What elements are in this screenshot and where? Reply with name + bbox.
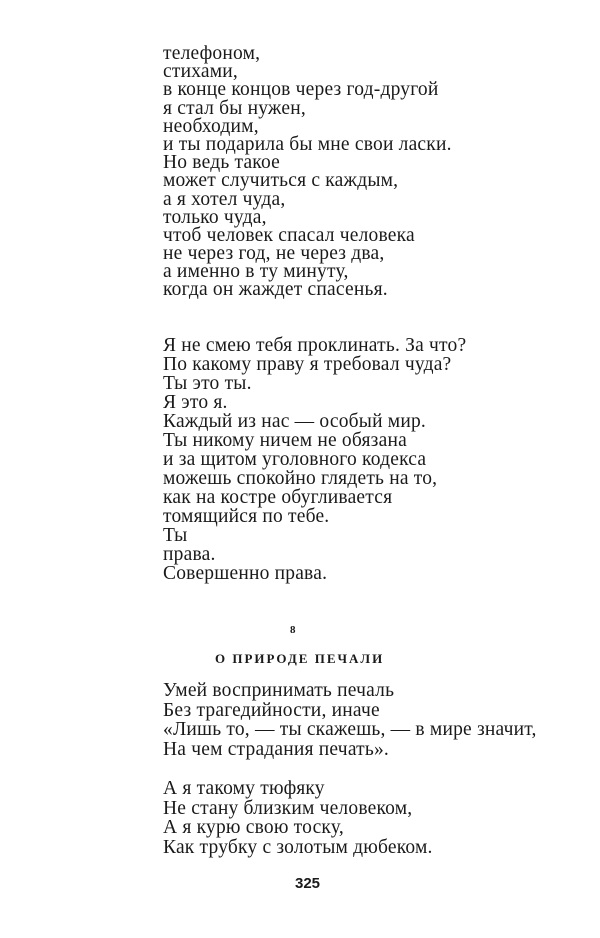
verse-line: Но ведь такое (163, 152, 281, 174)
verse-line: в конце концов через год-другой (163, 79, 439, 101)
verse-line: я стал бы нужен, (163, 97, 306, 119)
verse-line: Каждый из нас — особый мир. (163, 411, 426, 432)
verse-line: когда он жаждет спасенья. (163, 279, 388, 301)
page-number: 325 (295, 875, 321, 892)
verse-line: «Лишь то, — ты скажешь, — в мире значит, (163, 719, 537, 741)
section-number: 8 (290, 624, 296, 636)
stanza-2 (163, 336, 466, 583)
verse-line: необходим, (163, 115, 259, 137)
verse-line: томящийся по тебе. (163, 506, 330, 527)
verse-line: По какому праву я требовал чуда? (163, 354, 452, 375)
verse-line: права. (163, 544, 216, 565)
verse-line: На чем страдания печать». (163, 739, 390, 761)
verse-line: А я курю свою тоску, (163, 817, 344, 839)
stanza-3 (163, 681, 537, 760)
verse-line: стихами, (163, 61, 239, 83)
verse-line: может случиться с каждым, (163, 170, 399, 192)
poem-title: О ПРИРОДЕ ПЕЧАЛИ (215, 651, 385, 666)
verse-line: Ты (163, 525, 188, 546)
verse-line: Не стану близким человеком, (163, 797, 413, 819)
verse-line: только чуда, (163, 206, 267, 228)
verse-line: чтоб человек спасал человека (163, 224, 415, 246)
verse-line: Без трагедийности, иначе (163, 699, 380, 721)
stanza-4 (163, 779, 433, 858)
verse-line: Как трубку с золотым дюбеком. (163, 837, 433, 859)
verse-line: телефоном, (163, 43, 261, 64)
verse-line: и ты подарила бы мне свои ласки. (163, 133, 452, 155)
verse-line: Ты это ты. (163, 373, 252, 394)
verse-line: как на костре обугливается (163, 487, 393, 508)
verse-line: а именно в ту минуту, (163, 261, 349, 283)
verse-line: Я это я. (163, 392, 228, 413)
verse-line: и за щитом уголовного кодекса (163, 449, 427, 470)
verse-line: А я такому тюфяку (163, 778, 325, 799)
verse-line: Совершенно права. (163, 563, 328, 584)
stanza-1 (163, 45, 452, 300)
verse-line: Умей воспринимать печаль (163, 680, 395, 701)
verse-line: Я не смею тебя проклинать. За что? (163, 335, 467, 356)
verse-line: не через год, не через два, (163, 243, 385, 265)
verse-line: а я хотел чуда, (163, 188, 286, 210)
verse-line: Ты никому ничем не обязана (163, 430, 407, 451)
verse-line: можешь спокойно глядеть на то, (163, 468, 438, 489)
